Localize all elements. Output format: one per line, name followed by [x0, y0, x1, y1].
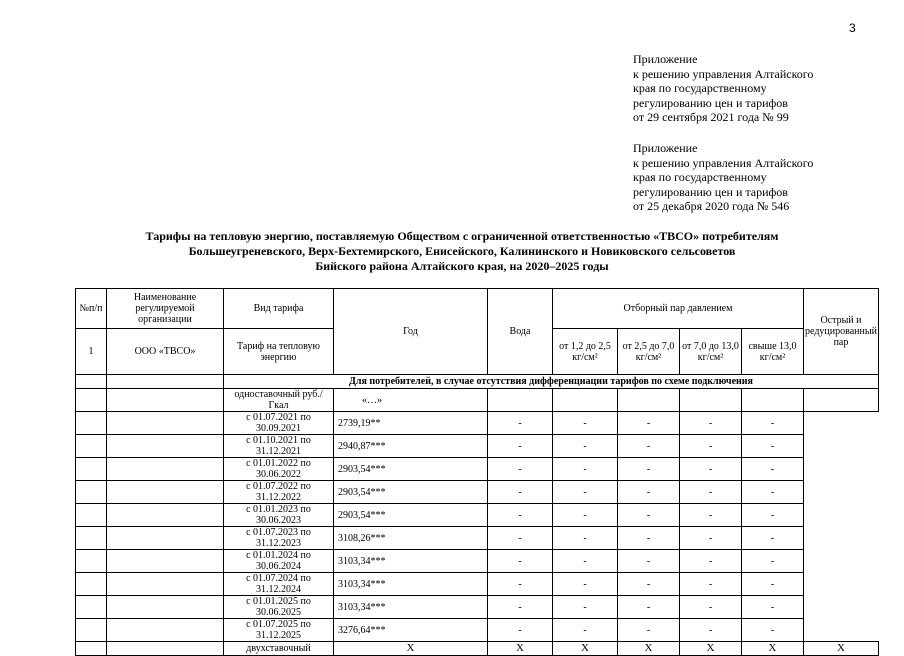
dash-cell: - — [618, 412, 680, 435]
x-mark: Х — [804, 642, 879, 656]
dash-cell: - — [742, 596, 804, 619]
dash-cell: - — [618, 527, 680, 550]
section-title: Для потребителей, в случае отсутствия дифференциации тарифов по схеме подключения — [224, 375, 879, 389]
dash-cell: - — [553, 435, 618, 458]
dash-cell: - — [488, 412, 553, 435]
appendix-line: от 29 сентября 2021 года № 99 — [633, 110, 789, 125]
dash-cell: - — [488, 481, 553, 504]
dash-cell: - — [742, 435, 804, 458]
empty-cell — [76, 481, 107, 504]
empty-cell — [618, 389, 680, 412]
x-mark: Х — [488, 642, 553, 656]
empty-cell — [76, 458, 107, 481]
dash-cell: - — [680, 435, 742, 458]
row-number: 1 — [76, 329, 107, 375]
header-num: №п/п — [76, 289, 107, 329]
empty-cell — [76, 642, 107, 656]
dash-cell: - — [618, 619, 680, 642]
table-row — [76, 527, 879, 550]
table-row — [76, 458, 879, 481]
dash-cell: - — [680, 481, 742, 504]
appendix-line: края по государственному — [633, 170, 767, 185]
period-cell: с 01.07.2021 по 30.09.2021 — [224, 412, 334, 435]
dash-cell: - — [488, 527, 553, 550]
empty-cell — [107, 481, 224, 504]
empty-cell — [107, 596, 224, 619]
empty-cell — [107, 504, 224, 527]
dash-cell: - — [618, 481, 680, 504]
dash-cell: - — [680, 527, 742, 550]
empty-cell — [553, 389, 618, 412]
dash-cell: - — [618, 573, 680, 596]
tariff-name: Тариф на тепловую энергию — [224, 329, 334, 375]
appendix-line: к решению управления Алтайского — [633, 66, 814, 81]
empty-cell — [76, 550, 107, 573]
dash-cell: - — [618, 504, 680, 527]
dash-cell: - — [680, 550, 742, 573]
title-line: Бийского района Алтайского края, на 2020–2025 годы — [315, 258, 609, 273]
empty-cell — [107, 389, 224, 412]
dash-cell: - — [680, 619, 742, 642]
empty-cell — [76, 573, 107, 596]
dash-cell: - — [680, 458, 742, 481]
appendix-line: Приложение — [633, 52, 698, 66]
period-cell: с 01.07.2023 по 31.12.2023 — [224, 527, 334, 550]
dash-cell: - — [618, 435, 680, 458]
dash-cell: - — [742, 619, 804, 642]
empty-cell — [804, 389, 879, 412]
header-tariff-type: Вид тарифа — [224, 289, 334, 329]
header-year: Год — [334, 289, 488, 375]
water-cell: 2903,54*** — [334, 481, 488, 504]
dash-cell: - — [680, 504, 742, 527]
empty-cell — [76, 504, 107, 527]
period-cell: с 01.01.2025 по 30.06.2025 — [224, 596, 334, 619]
header-steam-col: от 1,2 до 2,5 кг/см² — [553, 329, 618, 375]
appendix-line: регулированию цен и тарифов — [633, 184, 788, 199]
table-row — [76, 504, 879, 527]
x-mark: Х — [618, 642, 680, 656]
dash-cell: - — [553, 596, 618, 619]
empty-cell — [76, 619, 107, 642]
appendix-line: регулированию цен и тарифов — [633, 95, 788, 110]
dash-cell: - — [742, 458, 804, 481]
dash-cell: - — [553, 481, 618, 504]
empty-cell — [680, 389, 742, 412]
table-row — [76, 573, 879, 596]
dash-cell: - — [488, 504, 553, 527]
header-water: Вода — [488, 289, 553, 375]
water-cell: 3103,34*** — [334, 573, 488, 596]
dash-cell: - — [488, 619, 553, 642]
header-steam-col: от 7,0 до 13,0 кг/см² — [680, 329, 742, 375]
dash-cell: - — [742, 412, 804, 435]
dash-cell: - — [618, 596, 680, 619]
dash-cell: - — [680, 412, 742, 435]
period-cell: с 01.10.2021 по 31.12.2021 — [224, 435, 334, 458]
dash-cell: - — [488, 573, 553, 596]
period-cell: с 01.01.2023 по 30.06.2023 — [224, 504, 334, 527]
empty-cell — [107, 642, 224, 656]
x-mark: Х — [553, 642, 618, 656]
two-rate-label: двухставочный — [224, 642, 334, 656]
dash-cell: - — [488, 596, 553, 619]
dash-cell: - — [680, 596, 742, 619]
empty-cell — [76, 596, 107, 619]
dash-cell: - — [618, 550, 680, 573]
water-cell: 3103,34*** — [334, 596, 488, 619]
x-mark: Х — [742, 642, 804, 656]
empty-cell — [107, 573, 224, 596]
x-mark: Х — [680, 642, 742, 656]
header-steam: Отборный пар давлением — [553, 289, 804, 329]
empty-cell — [107, 412, 224, 435]
period-cell: с 01.07.2024 по 31.12.2024 — [224, 573, 334, 596]
title-line: Большеугреневского, Верх-Бехтемирского, Енисейского, Калининского и Новиковского сельсоветов — [188, 243, 736, 258]
empty-cell — [107, 375, 224, 389]
table-row — [76, 481, 879, 504]
appendix-note-2 — [633, 141, 813, 214]
water-cell: 3108,26*** — [334, 527, 488, 550]
period-cell: с 01.07.2022 по 31.12.2022 — [224, 481, 334, 504]
water-cell: 2903,54*** — [334, 504, 488, 527]
header-org: Наименование регулируемой организации — [107, 289, 224, 329]
ellipsis: «…» — [334, 389, 488, 412]
dash-cell: - — [742, 481, 804, 504]
empty-cell — [76, 435, 107, 458]
table-row — [76, 550, 879, 573]
dash-cell: - — [488, 458, 553, 481]
dash-cell: - — [742, 550, 804, 573]
dash-cell: - — [553, 573, 618, 596]
water-cell: 3103,34*** — [334, 550, 488, 573]
dash-cell: - — [553, 527, 618, 550]
empty-cell — [107, 527, 224, 550]
appendix-line: края по государственному — [633, 81, 767, 96]
dash-cell: - — [553, 412, 618, 435]
dash-cell: - — [488, 435, 553, 458]
dash-cell: - — [553, 458, 618, 481]
document-title — [70, 229, 854, 273]
tariff-table — [75, 288, 879, 656]
appendix-line: от 25 декабря 2020 года № 546 — [633, 199, 790, 214]
table-row — [76, 412, 879, 435]
period-cell: с 01.01.2022 по 30.06.2022 — [224, 458, 334, 481]
empty-cell — [76, 389, 107, 412]
dash-cell: - — [742, 504, 804, 527]
appendix-note-1 — [633, 52, 813, 125]
empty-cell — [742, 389, 804, 412]
water-cell: 2940,87*** — [334, 435, 488, 458]
header-sharp-steam: Острый и редуцированный пар — [804, 289, 879, 375]
empty-cell — [107, 435, 224, 458]
dash-cell: - — [553, 619, 618, 642]
empty-cell — [107, 550, 224, 573]
one-rate-label: одноставочный руб./Гкал — [224, 389, 334, 412]
dash-cell: - — [488, 550, 553, 573]
period-cell: с 01.07.2025 по 31.12.2025 — [224, 619, 334, 642]
appendix-line: к решению управления Алтайского — [633, 155, 814, 170]
dash-cell: - — [742, 527, 804, 550]
empty-cell — [76, 412, 107, 435]
header-steam-col: свыше 13,0 кг/см² — [742, 329, 804, 375]
empty-cell — [107, 458, 224, 481]
dash-cell: - — [742, 573, 804, 596]
water-cell: 2739,19** — [334, 412, 488, 435]
empty-cell — [76, 375, 107, 389]
empty-cell — [488, 389, 553, 412]
dash-cell: - — [680, 573, 742, 596]
table-row — [76, 435, 879, 458]
title-line: Тарифы на тепловую энергию, поставляемую Обществом с ограниченной ответственностью «ТВСО» потребителям — [145, 229, 779, 243]
header-steam-col: от 2,5 до 7,0 кг/см² — [618, 329, 680, 375]
empty-cell — [76, 527, 107, 550]
period-cell: с 01.01.2024 по 30.06.2024 — [224, 550, 334, 573]
water-cell: 3276,64*** — [334, 619, 488, 642]
table-row — [76, 619, 879, 642]
empty-cell — [107, 619, 224, 642]
table-row — [76, 596, 879, 619]
dash-cell: - — [618, 458, 680, 481]
page-number: 3 — [849, 21, 856, 35]
water-cell: 2903,54*** — [334, 458, 488, 481]
x-mark: Х — [334, 642, 488, 656]
org-name: ООО «ТВСО» — [107, 329, 224, 375]
dash-cell: - — [553, 504, 618, 527]
appendix-line: Приложение — [633, 141, 698, 155]
dash-cell: - — [553, 550, 618, 573]
